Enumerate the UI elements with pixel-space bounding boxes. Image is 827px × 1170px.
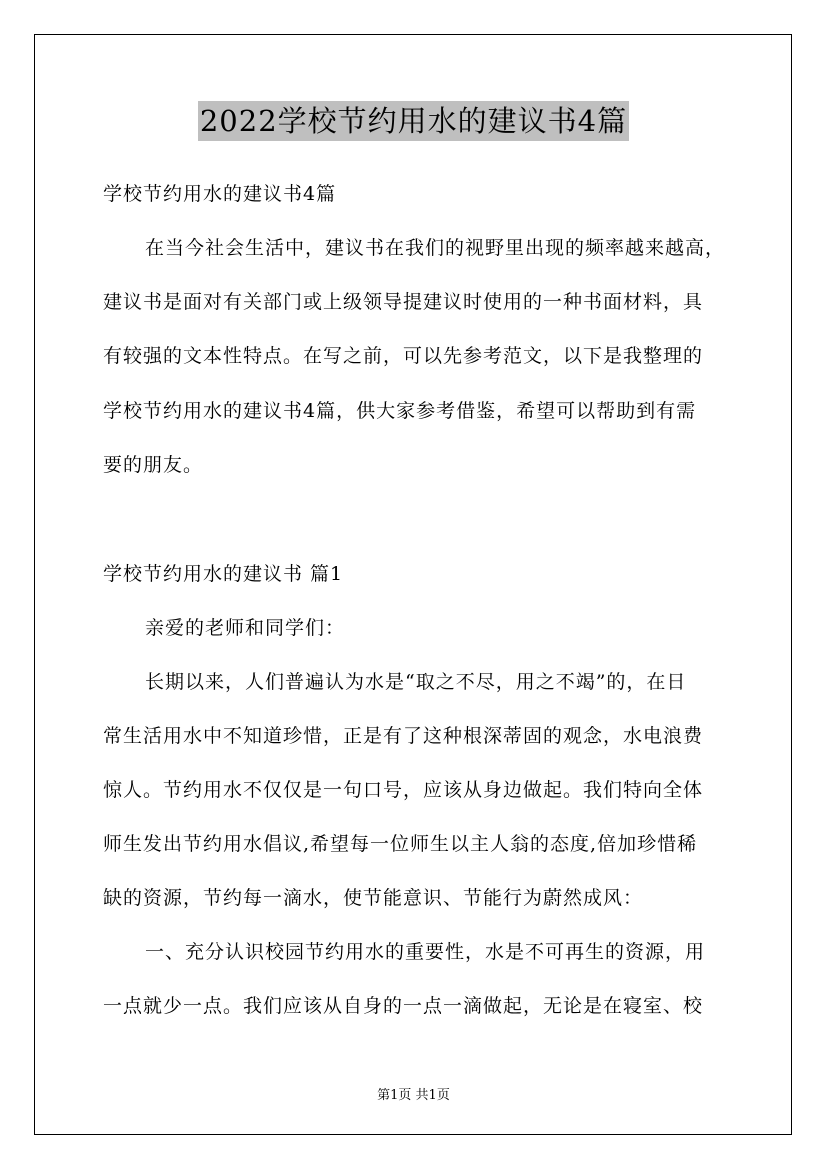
subtitle: 学校节约用水的建议书4篇 — [103, 183, 337, 205]
body-line: 常生活用水中不知道珍惜，正是有了这种根深蒂固的观念，水电浪费 — [103, 725, 704, 747]
body-line: 一点就少一点。我们应该从自身的一点一滴做起，无论是在寝室、校 — [103, 995, 704, 1017]
body-line: 一、充分认识校园节约用水的重要性，水是不可再生的资源，用 — [145, 941, 706, 963]
intro-line: 在当今社会生活中，建议书在我们的视野里出现的频率越来越高， — [145, 237, 726, 259]
section-heading: 学校节约用水的建议书 篇1 — [103, 563, 344, 585]
document-title: 2022学校节约用水的建议书4篇 — [198, 101, 629, 141]
intro-line: 学校节约用水的建议书4篇，供大家参考借鉴，希望可以帮助到有需 — [103, 400, 697, 422]
body-line: 惊人。节约用水不仅仅是一句口号，应该从身边做起。我们特向全体 — [103, 779, 704, 801]
body-line: 师生发出节约用水倡议,希望每一位师生以主人翁的态度,倍加珍惜稀 — [103, 833, 698, 855]
page-number-footer: 第1页 共1页 — [377, 1088, 450, 1103]
intro-line: 建议书是面对有关部门或上级领导提建议时使用的一种书面材料，具 — [103, 291, 704, 313]
title-container — [0, 101, 827, 141]
intro-line: 有较强的文本性特点。在写之前，可以先参考范文，以下是我整理的 — [103, 345, 704, 367]
body-line: 缺的资源，节约每一滴水，使节能意识、节能行为蔚然成风： — [103, 887, 644, 909]
intro-line: 要的朋友。 — [103, 454, 204, 476]
body-line: 长期以来，人们普遍认为水是“取之不尽，用之不竭”的，在日 — [145, 671, 687, 693]
salutation: 亲爱的老师和同学们： — [145, 617, 346, 639]
